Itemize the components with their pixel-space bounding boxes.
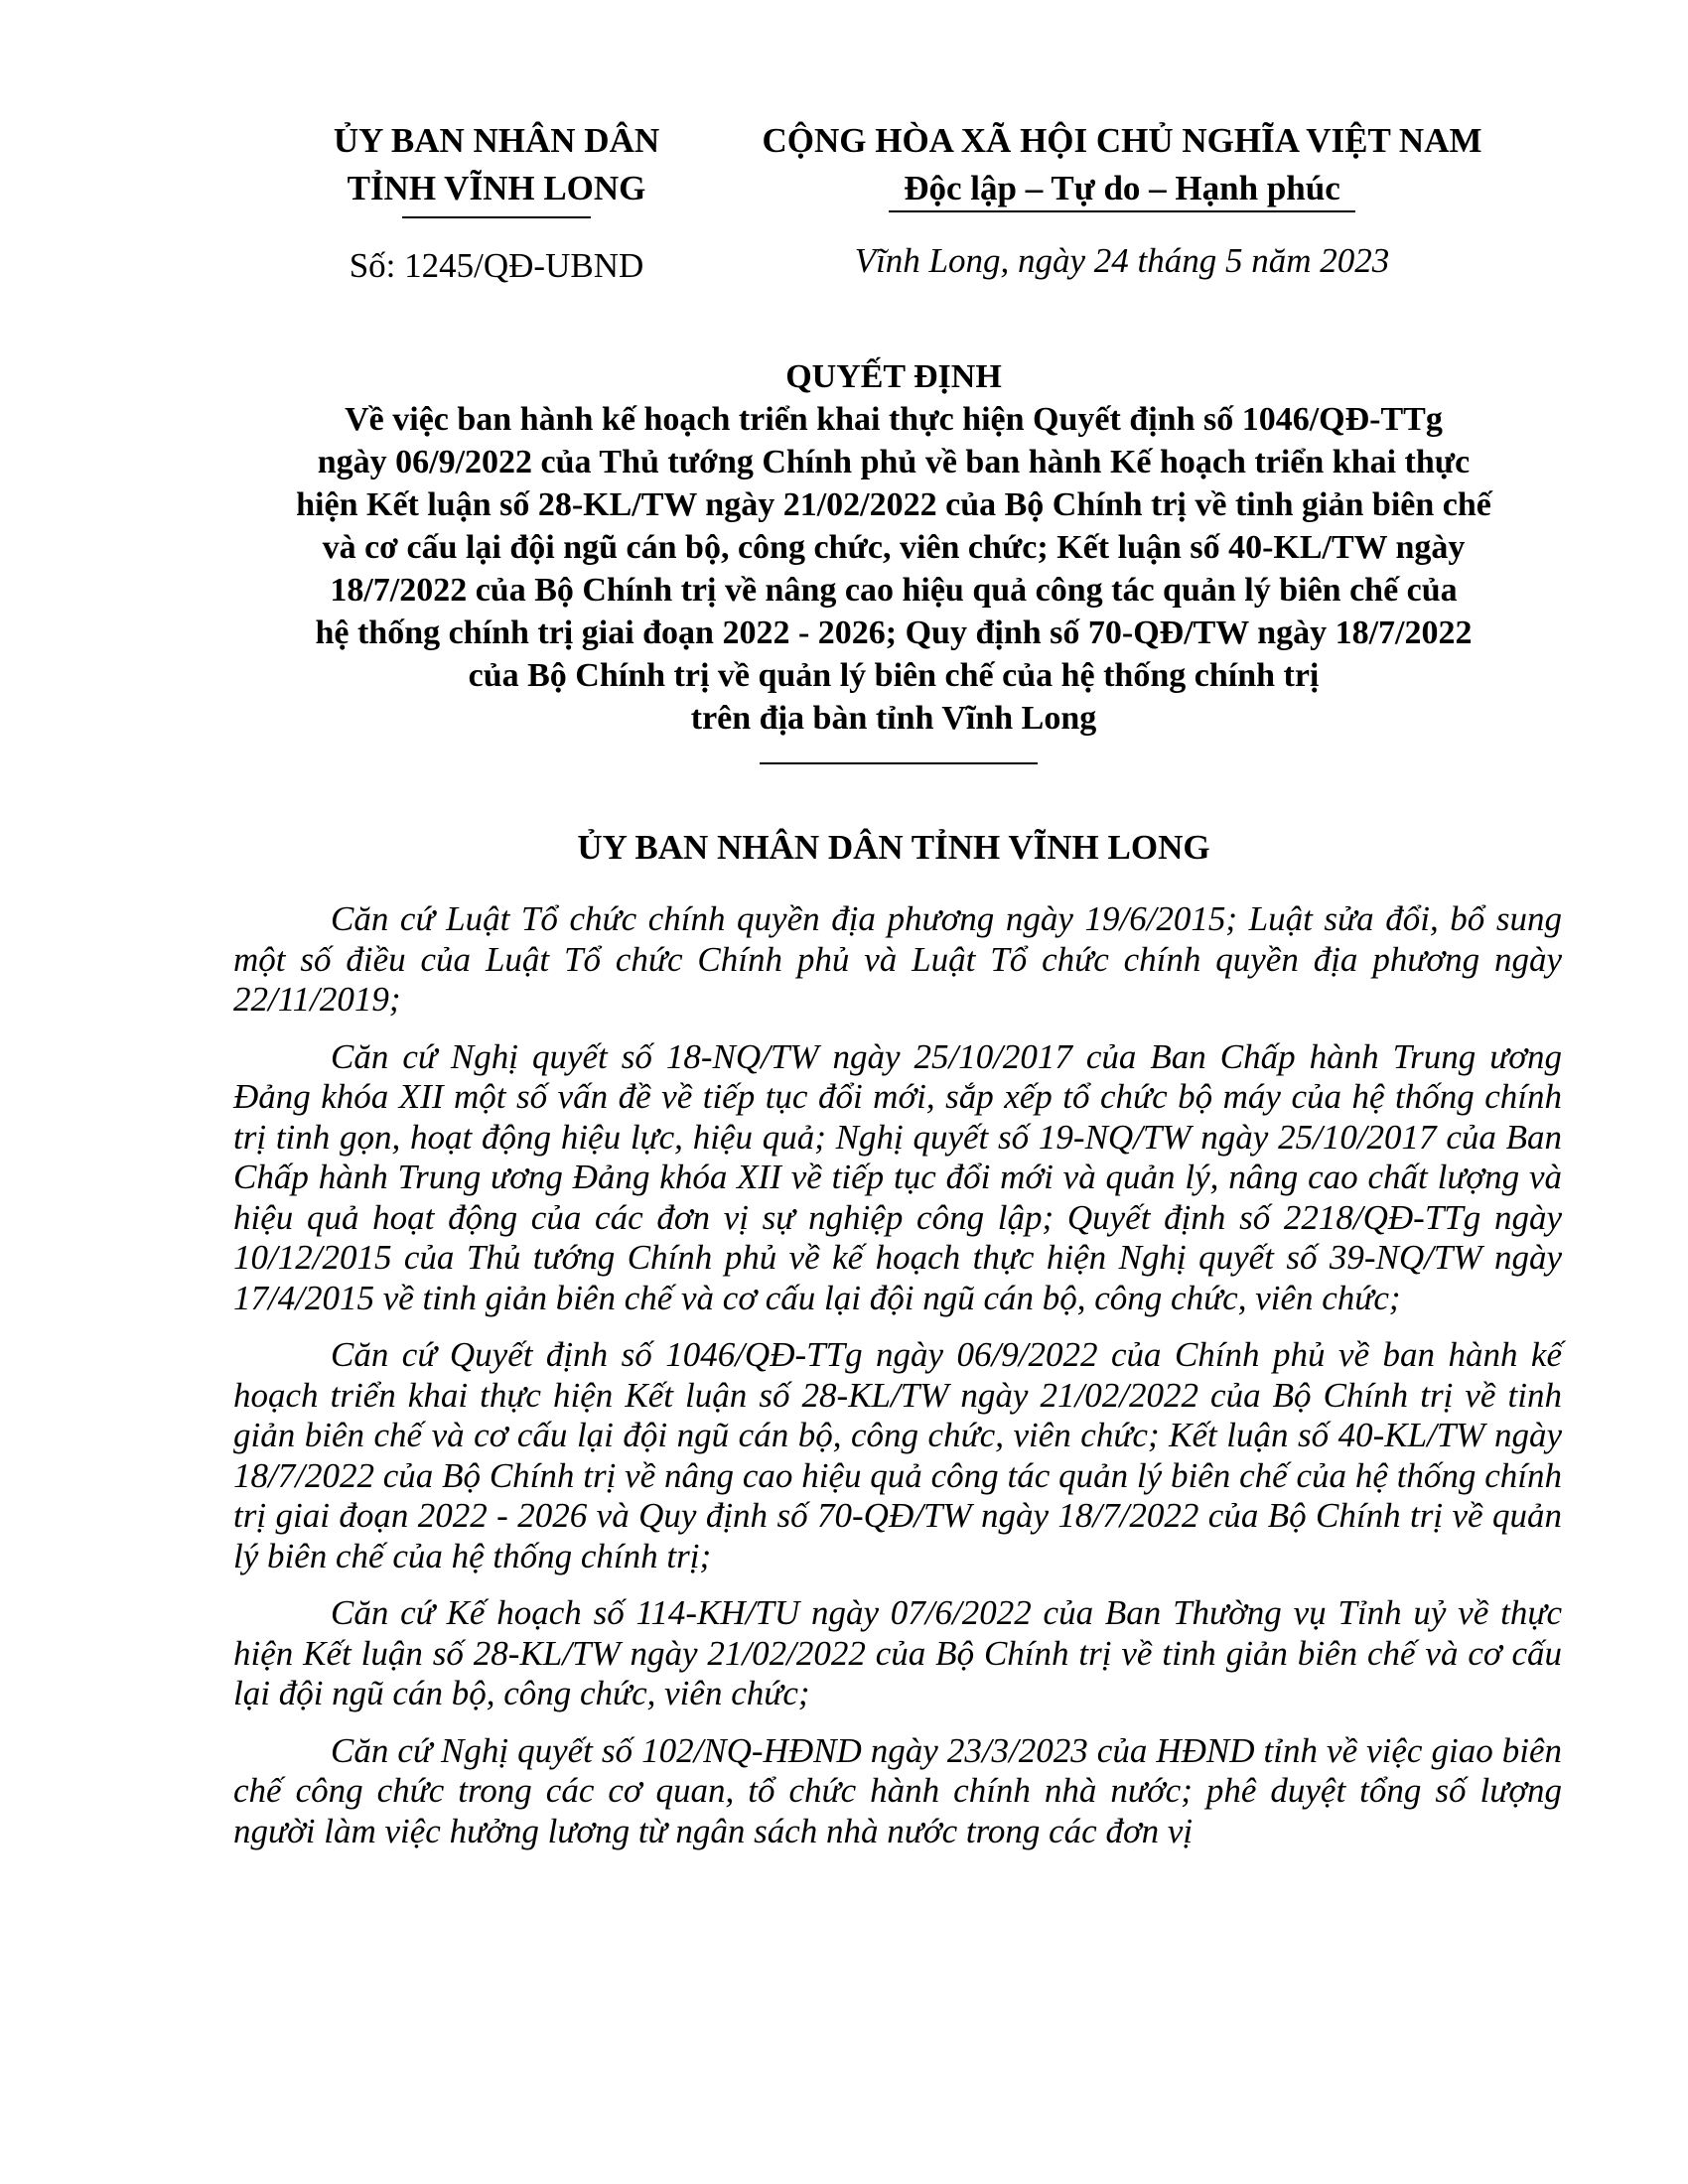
document-number: Số: 1245/QĐ-UBND (349, 246, 644, 285)
document-title (228, 355, 1559, 740)
issuing-agency (268, 117, 725, 212)
legal-basis-paragraph: Căn cứ Quyết định số 1046/QĐ-TTg ngày 06/9/2022 của Chính phủ về ban hành kế hoạch triển khai thực hiện Kết luận số 28-KL/TW ngày 21/02/2022 của Bộ Chính trị về tinh giản biên chế và cơ cấu lại đội ngũ cán bộ, công chức, viên chức; Kết luận số 40-KL/TW ngày 18/7/2022 của Bộ Chính trị về nâng cao hiệu quả công tác quản lý biên chế của hệ thống chính trị giai đoạn 2022 - 2026 và Quy định số 70-QĐ/TW ngày 18/7/2022 của Bộ Chính trị về quản lý biên chế của hệ thống chính trị; (233, 1335, 1562, 1575)
title-subject-line: hệ thống chính trị giai đoạn 2022 - 2026; Quy định số 70-QĐ/TW ngày 18/7/2022 (315, 614, 1473, 651)
title-underline (760, 762, 1038, 764)
title-subject-line: 18/7/2022 của Bộ Chính trị về nâng cao hiệu quả công tác quản lý biên chế của (330, 572, 1458, 609)
agency-underline (402, 216, 591, 218)
title-subject-line: và cơ cấu lại đội ngũ cán bộ, công chức, viên chức; Kết luận số 40-KL/TW ngày (322, 529, 1466, 566)
title-subject-line: hiện Kết luận số 28-KL/TW ngày 21/02/2022 của Bộ Chính trị về tinh giản biên chế (296, 486, 1491, 523)
legal-basis-paragraph: Căn cứ Luật Tổ chức chính quyền địa phương ngày 19/6/2015; Luật sửa đổi, bổ sung một số điều của Luật Tổ chức Chính phủ và Luật Tổ chức chính quyền địa phương ngày 22/11/2019; (233, 899, 1562, 1019)
agency-name-line1: ỦY BAN NHÂN DÂN (333, 121, 660, 160)
motto-underline (889, 210, 1355, 212)
legal-basis-paragraph: Căn cứ Nghị quyết số 18-NQ/TW ngày 25/10/2017 của Ban Chấp hành Trung ương Đảng khóa XII một số vấn đề về tiếp tục đổi mới, sắp xếp tổ chức bộ máy của hệ thống chính trị tinh gọn, hoạt động hiệu lực, hiệu quả; Nghị quyết số 19-NQ/TW ngày 25/10/2017 của Ban Chấp hành Trung ương Đảng khóa XII về tiếp tục đổi mới và quản lý, nâng cao chất lượng và hiệu quả hoạt động của các đơn vị sự nghiệp công lập; Quyết định số 2218/QĐ-TTg ngày 10/12/2015 của Thủ tướng Chính phủ về kế hoạch thực hiện Nghị quyết số 39-NQ/TW ngày 17/4/2015 về tinh giản biên chế và cơ cấu lại đội ngũ cán bộ, công chức, viên chức; (233, 1036, 1562, 1317)
title-subject-line: Về việc ban hành kế hoạch triển khai thực hiện Quyết định số 1046/QĐ-TTg (345, 401, 1443, 438)
legal-basis-section (233, 899, 1562, 1868)
title-subject-line: trên địa bàn tỉnh Vĩnh Long (690, 700, 1097, 737)
legal-basis-paragraph: Căn cứ Kế hoạch số 114-KH/TU ngày 07/6/2022 của Ban Thường vụ Tỉnh uỷ về thực hiện Kết luận số 28-KL/TW ngày 21/02/2022 của Bộ Chính trị về tinh giản biên chế và cơ cấu lại đội ngũ cán bộ, công chức, viên chức; (233, 1593, 1562, 1712)
place-and-date: Vĩnh Long, ngày 24 tháng 5 năm 2023 (854, 241, 1390, 280)
title-subject-line: ngày 06/9/2022 của Thủ tướng Chính phủ về ban hành Kế hoạch triển khai thực (317, 444, 1471, 480)
issuing-authority-heading: ỦY BAN NHÂN DÂN TỈNH VĨNH LONG (577, 828, 1210, 867)
nation-name: CỘNG HÒA XÃ HỘI CHỦ NGHĨA VIỆT NAM (762, 121, 1482, 160)
agency-name-line2: TỈNH VĨNH LONG (347, 169, 646, 207)
national-motto (685, 117, 1559, 212)
title-subject-line: của Bộ Chính trị về quản lý biên chế của hệ thống chính trị (468, 657, 1320, 694)
nation-motto: Độc lập – Tự do – Hạnh phúc (904, 169, 1340, 207)
legal-basis-paragraph: Căn cứ Nghị quyết số 102/NQ-HĐND ngày 23/3/2023 của HĐND tỉnh về việc giao biên chế công chức trong các cơ quan, tổ chức hành chính nhà nước; phê duyệt tổng số lượng người làm việc hưởng lương từ ngân sách nhà nước trong các đơn vị (233, 1730, 1562, 1850)
title-heading: QUYẾT ĐỊNH (785, 358, 1002, 395)
